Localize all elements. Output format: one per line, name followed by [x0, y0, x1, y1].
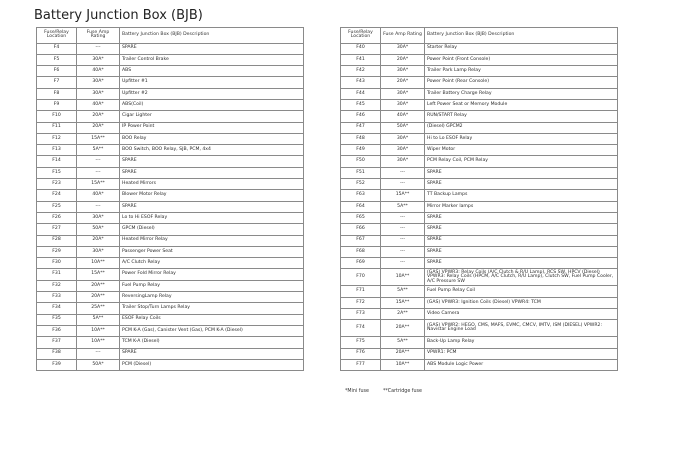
fuse-table-right — [340, 27, 618, 371]
table-row — [37, 314, 304, 325]
description-cell: TT Backup Lamps — [425, 190, 618, 201]
table-row — [37, 99, 304, 110]
table-row — [37, 179, 304, 190]
table-row — [341, 348, 618, 359]
location-cell: F15 — [37, 167, 77, 178]
table-row — [37, 201, 304, 212]
location-cell: F30 — [37, 258, 77, 269]
table-row — [37, 145, 304, 156]
description-cell: SPARE — [425, 179, 618, 190]
location-cell: F70 — [341, 269, 381, 286]
table-row — [37, 54, 304, 65]
location-cell: F52 — [341, 179, 381, 190]
rating-cell: 10A** — [77, 258, 120, 269]
location-cell: F4 — [37, 43, 77, 54]
location-cell: F76 — [341, 348, 381, 359]
description-cell: Hi to Lo ESOF Relay — [425, 133, 618, 144]
rating-cell: 20A* — [381, 77, 425, 88]
table-row — [341, 337, 618, 348]
table-row — [341, 258, 618, 269]
rating-cell: 20A** — [381, 348, 425, 359]
location-cell: F65 — [341, 212, 381, 223]
rating-cell: 40A* — [77, 66, 120, 77]
fuse-table-left — [36, 27, 304, 371]
table-row — [341, 111, 618, 122]
rating-cell: 40A* — [77, 99, 120, 110]
rating-cell: 20A** — [381, 320, 425, 337]
table-row — [37, 269, 304, 280]
description-cell: BOO Relay — [120, 133, 304, 144]
table-row — [341, 145, 618, 156]
table-row — [341, 246, 618, 257]
location-cell: F51 — [341, 167, 381, 178]
rating-cell: 50A* — [77, 224, 120, 235]
table-row — [37, 156, 304, 167]
rating-cell: 30A* — [381, 66, 425, 77]
description-cell: SPARE — [425, 167, 618, 178]
rating-cell: 40A* — [77, 190, 120, 201]
table-row — [341, 235, 618, 246]
location-cell: F35 — [37, 314, 77, 325]
location-cell: F45 — [341, 99, 381, 110]
table-row — [37, 122, 304, 133]
description-cell: Trailer Stop/Turn Lamps Relay — [120, 303, 304, 314]
table-body — [37, 43, 304, 371]
location-cell: F50 — [341, 156, 381, 167]
table-row — [341, 43, 618, 54]
description-cell: BOO Switch, BOO Relay, SJB, PCM, 4x4 — [120, 145, 304, 156]
rating-cell: 5A** — [381, 337, 425, 348]
description-cell: Heated Mirror Relay — [120, 235, 304, 246]
description-cell: ABS Module Logic Power — [425, 359, 618, 370]
rating-cell: 5A** — [381, 201, 425, 212]
table-row — [341, 286, 618, 297]
description-cell: SPARE — [425, 258, 618, 269]
description-cell: SPARE — [425, 235, 618, 246]
header-description: Battery Junction Box (BJB) Description — [120, 28, 304, 44]
rating-cell: 30A* — [381, 133, 425, 144]
table-row — [37, 77, 304, 88]
rating-cell: 30A* — [381, 145, 425, 156]
table-row — [37, 111, 304, 122]
rating-cell: 40A* — [381, 111, 425, 122]
description-cell: RUN/START Relay — [425, 111, 618, 122]
table-row — [37, 337, 304, 348]
location-cell: F5 — [37, 54, 77, 65]
description-cell: Upfitter #1 — [120, 77, 304, 88]
location-cell: F33 — [37, 292, 77, 303]
rating-cell: 30A* — [381, 43, 425, 54]
description-cell: Power Point (Rear Console) — [425, 77, 618, 88]
rating-cell: --- — [77, 167, 120, 178]
table-row — [37, 348, 304, 359]
location-cell: F72 — [341, 297, 381, 308]
location-cell: F71 — [341, 286, 381, 297]
table-header — [341, 28, 618, 44]
rating-cell: 10A** — [381, 359, 425, 370]
location-cell: F14 — [37, 156, 77, 167]
rating-cell: 15A** — [77, 269, 120, 280]
location-cell: F46 — [341, 111, 381, 122]
location-cell: F24 — [37, 190, 77, 201]
description-cell: Upfitter #2 — [120, 88, 304, 99]
table-row — [341, 297, 618, 308]
location-cell: F48 — [341, 133, 381, 144]
rating-cell: --- — [381, 212, 425, 223]
rating-cell: 15A** — [381, 190, 425, 201]
location-cell: F75 — [341, 337, 381, 348]
table-row — [37, 246, 304, 257]
location-cell: F36 — [37, 325, 77, 336]
rating-cell: 5A** — [381, 286, 425, 297]
description-cell: (Diesel) GPCM2 — [425, 122, 618, 133]
description-cell: SPARE — [425, 246, 618, 257]
description-cell: Cigar Lighter — [120, 111, 304, 122]
table-row — [37, 190, 304, 201]
table-row — [341, 269, 618, 286]
rating-cell: 10A** — [77, 337, 120, 348]
rating-cell: 15A** — [77, 133, 120, 144]
rating-cell: 50A* — [77, 359, 120, 370]
table-row — [37, 133, 304, 144]
location-cell: F74 — [341, 320, 381, 337]
table-row — [37, 212, 304, 223]
table-row — [341, 320, 618, 337]
rating-cell: 30A* — [381, 99, 425, 110]
rating-cell: --- — [77, 348, 120, 359]
table-row — [341, 99, 618, 110]
table-row — [37, 359, 304, 370]
header-location: Fuse/Relay Location — [341, 28, 381, 44]
description-cell: Starter Relay — [425, 43, 618, 54]
description-cell: Left Power Seat or Memory Module — [425, 99, 618, 110]
location-cell: F9 — [37, 99, 77, 110]
location-cell: F49 — [341, 145, 381, 156]
rating-cell: 10A** — [381, 269, 425, 286]
description-cell: ABS(Coil) — [120, 99, 304, 110]
table-body — [341, 43, 618, 371]
rating-cell: 5A** — [77, 314, 120, 325]
footnote-cartridge: **Cartridge fuse — [383, 389, 422, 394]
location-cell: F39 — [37, 359, 77, 370]
header-rating: Fuse Amp Rating — [381, 28, 425, 44]
description-cell: SPARE — [120, 156, 304, 167]
rating-cell: 15A** — [381, 297, 425, 308]
location-cell: F10 — [37, 111, 77, 122]
location-cell: F25 — [37, 201, 77, 212]
description-cell: SPARE — [120, 201, 304, 212]
location-cell: F32 — [37, 280, 77, 291]
table-row — [37, 258, 304, 269]
location-cell: F27 — [37, 224, 77, 235]
rating-cell: --- — [381, 224, 425, 235]
table-row — [341, 212, 618, 223]
rating-cell: 5A** — [77, 145, 120, 156]
location-cell: F63 — [341, 190, 381, 201]
table-row — [37, 66, 304, 77]
description-cell: (GAS) VPWR3: Relay Coils (A/C Clutch & R/U Lamp), RCS SW, HPCV (Diesel) VPWR3: Relay Coils (HPCM, A/C Clutch, R/U Lamp), Clutch SW, Fuel Pump Cooler, A/C Pressure SW — [425, 269, 618, 286]
location-cell: F40 — [341, 43, 381, 54]
description-cell: Fuel Pump Relay Coil — [425, 286, 618, 297]
description-cell: SPARE — [120, 167, 304, 178]
location-cell: F41 — [341, 54, 381, 65]
description-cell: (GAS) VPWR3: Ignition Coils (Diesel) VPWR4: TCM — [425, 297, 618, 308]
header-rating: Fuse Amp Rating — [77, 28, 120, 44]
location-cell: F12 — [37, 133, 77, 144]
location-cell: F13 — [37, 145, 77, 156]
location-cell: F67 — [341, 235, 381, 246]
location-cell: F38 — [37, 348, 77, 359]
rating-cell: 30A* — [381, 88, 425, 99]
description-cell: SPARE — [425, 212, 618, 223]
rating-cell: --- — [381, 235, 425, 246]
location-cell: F34 — [37, 303, 77, 314]
description-cell: Video Camera — [425, 309, 618, 320]
description-cell: Passenger Power Seat — [120, 246, 304, 257]
table-row — [37, 292, 304, 303]
table-row — [37, 325, 304, 336]
location-cell: F43 — [341, 77, 381, 88]
description-cell: SPARE — [120, 348, 304, 359]
rating-cell: 2A** — [381, 309, 425, 320]
table-row — [37, 235, 304, 246]
description-cell: Fuel Pump Relay — [120, 280, 304, 291]
description-cell: Back-Up Lamp Relay — [425, 337, 618, 348]
description-cell: TCM K-A (Diesel) — [120, 337, 304, 348]
description-cell: ABS — [120, 66, 304, 77]
rating-cell: 30A* — [381, 156, 425, 167]
rating-cell: --- — [381, 258, 425, 269]
location-cell: F28 — [37, 235, 77, 246]
rating-cell: 30A* — [77, 246, 120, 257]
location-cell: F31 — [37, 269, 77, 280]
rating-cell: 30A* — [77, 77, 120, 88]
description-cell: Mirror Marker lamps — [425, 201, 618, 212]
description-cell: Lo to Hi ESOF Relay — [120, 212, 304, 223]
table-row — [341, 54, 618, 65]
table-row — [37, 43, 304, 54]
table-header — [37, 28, 304, 44]
description-cell: Heated Mirrors — [120, 179, 304, 190]
location-cell: F42 — [341, 66, 381, 77]
table-row — [341, 179, 618, 190]
description-cell: ESOF Relay Coils — [120, 314, 304, 325]
table-row — [341, 133, 618, 144]
table-row — [341, 359, 618, 370]
description-cell: PCM Relay Coil, PCM Relay — [425, 156, 618, 167]
location-cell: F73 — [341, 309, 381, 320]
location-cell: F26 — [37, 212, 77, 223]
table-row — [341, 122, 618, 133]
location-cell: F44 — [341, 88, 381, 99]
description-cell: Power Fold Mirror Relay — [120, 269, 304, 280]
rating-cell: 30A* — [77, 212, 120, 223]
rating-cell: 20A** — [77, 280, 120, 291]
table-row — [341, 167, 618, 178]
footnote-mini: *Mini fuse — [345, 389, 369, 394]
table-row — [341, 190, 618, 201]
rating-cell: --- — [77, 156, 120, 167]
rating-cell: 20A* — [77, 235, 120, 246]
header-description: Battery Junction Box (BJB) Description — [425, 28, 618, 44]
table-row — [37, 224, 304, 235]
rating-cell: 20A* — [381, 54, 425, 65]
rating-cell: --- — [77, 201, 120, 212]
location-cell: F7 — [37, 77, 77, 88]
rating-cell: 20A* — [77, 111, 120, 122]
location-cell: F68 — [341, 246, 381, 257]
description-cell: PCM (Diesel) — [120, 359, 304, 370]
table-row — [37, 88, 304, 99]
rating-cell: --- — [77, 43, 120, 54]
description-cell: PCM K-A (Gas), Canister Vent (Gas), PCM K-A (Diesel) — [120, 325, 304, 336]
table-row — [37, 303, 304, 314]
description-cell: Trailer Battery Charge Relay — [425, 88, 618, 99]
location-cell: F11 — [37, 122, 77, 133]
rating-cell: 25A** — [77, 303, 120, 314]
table-row — [341, 66, 618, 77]
rating-cell: 20A* — [77, 122, 120, 133]
location-cell: F29 — [37, 246, 77, 257]
description-cell: SPARE — [425, 224, 618, 235]
description-cell: A/C Clutch Relay — [120, 258, 304, 269]
rating-cell: --- — [381, 179, 425, 190]
description-cell: (GAS) VPWR2: HEGO, CMS, MAFS, EVMC, CMCV, IMTV, ISM (DIESEL) VPWR2: Navistar Engine Load — [425, 320, 618, 337]
rating-cell: 15A** — [77, 179, 120, 190]
location-cell: F66 — [341, 224, 381, 235]
header-location: Fuse/Relay Location — [37, 28, 77, 44]
rating-cell: 30A* — [77, 88, 120, 99]
rating-cell: --- — [381, 167, 425, 178]
page-title: Battery Junction Box (BJB) — [34, 8, 203, 23]
rating-cell: 30A* — [77, 54, 120, 65]
location-cell: F64 — [341, 201, 381, 212]
location-cell: F37 — [37, 337, 77, 348]
location-cell: F47 — [341, 122, 381, 133]
location-cell: F8 — [37, 88, 77, 99]
rating-cell: 10A** — [77, 325, 120, 336]
rating-cell: 20A** — [77, 292, 120, 303]
rating-cell: 50A* — [381, 122, 425, 133]
rating-cell: --- — [381, 246, 425, 257]
table-row — [341, 77, 618, 88]
description-cell: Trailer Control Brake — [120, 54, 304, 65]
table-row — [37, 167, 304, 178]
table-row — [341, 201, 618, 212]
location-cell: F6 — [37, 66, 77, 77]
description-cell: ReversingLamp Relay — [120, 292, 304, 303]
description-cell: VPWR1: PCM — [425, 348, 618, 359]
location-cell: F77 — [341, 359, 381, 370]
description-cell: SPARE — [120, 43, 304, 54]
table-row — [341, 156, 618, 167]
description-cell: Wiper Motor — [425, 145, 618, 156]
table-row — [341, 309, 618, 320]
location-cell: F23 — [37, 179, 77, 190]
table-row — [341, 224, 618, 235]
description-cell: GPCM (Diesel) — [120, 224, 304, 235]
location-cell: F69 — [341, 258, 381, 269]
table-row — [341, 88, 618, 99]
description-cell: Power Point (Front Console) — [425, 54, 618, 65]
description-cell: IP Power Point — [120, 122, 304, 133]
description-cell: Trailer Park Lamp Relay — [425, 66, 618, 77]
table-row — [37, 280, 304, 291]
description-cell: Blower Motor Relay — [120, 190, 304, 201]
